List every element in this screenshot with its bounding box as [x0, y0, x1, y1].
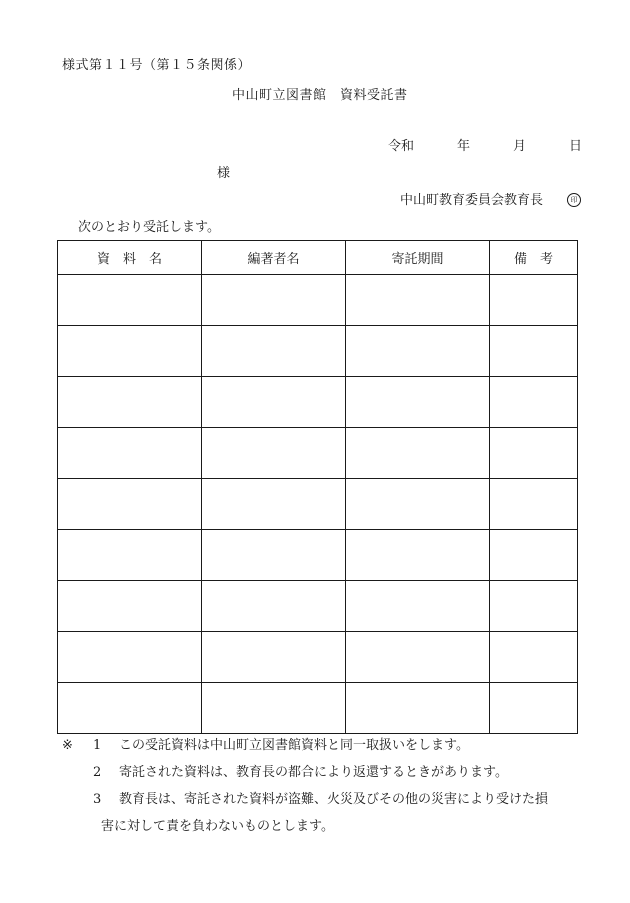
table-row	[58, 683, 578, 734]
table-row	[58, 275, 578, 326]
table-row	[58, 479, 578, 530]
table-cell[interactable]	[202, 377, 346, 428]
table-cell[interactable]	[346, 581, 490, 632]
table-cell[interactable]	[58, 377, 202, 428]
date-day-label: 日	[569, 139, 583, 154]
note-2-text: 寄託された資料は、教育長の都合により返還するときがあります。	[119, 765, 508, 780]
table-header-row	[58, 241, 578, 275]
table-row	[58, 326, 578, 377]
table-cell[interactable]	[490, 683, 578, 734]
table-cell[interactable]	[490, 326, 578, 377]
header-material-name: 資 料 名	[58, 241, 202, 275]
note-3-text-line2: 害に対して責を負わないものとします。	[101, 819, 334, 834]
table-cell[interactable]	[346, 326, 490, 377]
header-deposit-period: 寄託期間	[346, 241, 490, 275]
table-cell[interactable]	[58, 530, 202, 581]
table-cell[interactable]	[346, 683, 490, 734]
note-mark: ※	[62, 738, 73, 753]
table-row	[58, 530, 578, 581]
table-row	[58, 428, 578, 479]
seal-icon: 印	[567, 193, 581, 207]
table-cell[interactable]	[58, 683, 202, 734]
table-cell[interactable]	[490, 275, 578, 326]
date-era: 令和	[388, 139, 415, 154]
table-cell[interactable]	[58, 326, 202, 377]
entrust-table	[57, 240, 578, 734]
table-cell[interactable]	[202, 326, 346, 377]
table-cell[interactable]	[58, 275, 202, 326]
table-cell[interactable]	[58, 428, 202, 479]
table-cell[interactable]	[202, 683, 346, 734]
table-cell[interactable]	[490, 479, 578, 530]
note-3-number: 3	[93, 792, 102, 807]
table-cell[interactable]	[490, 377, 578, 428]
table-cell[interactable]	[58, 632, 202, 683]
table-cell[interactable]	[346, 428, 490, 479]
date-month-label: 月	[513, 139, 527, 154]
table-cell[interactable]	[202, 479, 346, 530]
table-cell[interactable]	[346, 530, 490, 581]
table-cell[interactable]	[58, 581, 202, 632]
note-2-number: 2	[93, 765, 102, 780]
table-cell[interactable]	[490, 530, 578, 581]
table-cell[interactable]	[490, 632, 578, 683]
header-remarks: 備 考	[490, 241, 578, 275]
table-row	[58, 581, 578, 632]
note-3-text-line1: 教育長は、寄託された資料が盗難、火災及びその他の災害により受けた損	[119, 792, 549, 807]
table-cell[interactable]	[490, 581, 578, 632]
issuer-name: 中山町教育委員会教育長	[400, 193, 544, 208]
table-cell[interactable]	[490, 428, 578, 479]
table-cell[interactable]	[58, 479, 202, 530]
table-cell[interactable]	[202, 530, 346, 581]
addressee-suffix: 様	[217, 166, 231, 181]
table-cell[interactable]	[202, 275, 346, 326]
table-cell[interactable]	[346, 632, 490, 683]
table-cell[interactable]	[346, 479, 490, 530]
note-1-text: この受託資料は中山町立図書館資料と同一取扱いをします。	[119, 738, 469, 753]
table-row	[58, 632, 578, 683]
table-cell[interactable]	[346, 275, 490, 326]
date-year-label: 年	[457, 139, 471, 154]
table-row	[58, 377, 578, 428]
table-cell[interactable]	[202, 428, 346, 479]
header-author: 編著者名	[202, 241, 346, 275]
table-cell[interactable]	[346, 377, 490, 428]
intro-text: 次のとおり受託します。	[78, 220, 220, 235]
table-cell[interactable]	[202, 581, 346, 632]
form-number: 様式第１１号（第１５条関係）	[62, 58, 252, 73]
table-cell[interactable]	[202, 632, 346, 683]
document-title: 中山町立図書館 資料受託書	[232, 88, 408, 103]
note-1-number: 1	[93, 738, 102, 753]
